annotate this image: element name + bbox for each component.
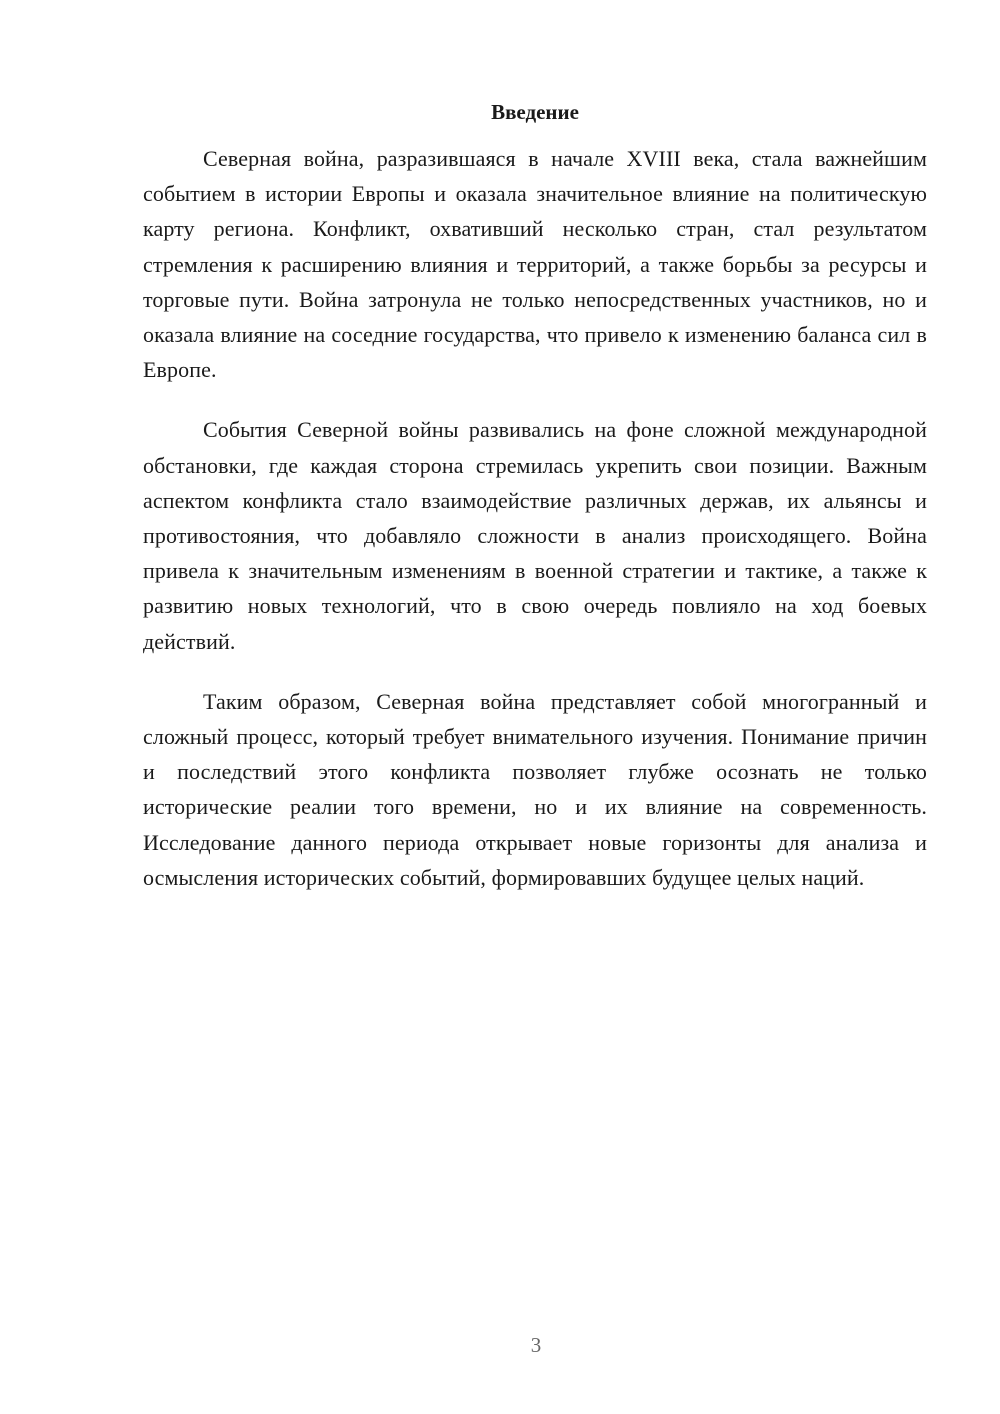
section-title: Введение — [491, 100, 579, 124]
page-content — [143, 95, 927, 920]
page-number: 3 — [530, 1333, 542, 1357]
paragraph-2: События Северной войны развивались на фоне сложной международной обстановки, где каждая сторона стремилась укрепить свои позиции. Важным аспектом конфликта стало взаимодействие различных держав, их альянсы и противостояния, что добавляло сложности в анализ происходящего. Война привела к значительным изменениям в военной стратегии и тактике, а также к развитию новых технологий, что в свою очередь повлияло на ход боевых действий. — [143, 417, 927, 654]
paragraph-3: Таким образом, Северная война представляет собой многогранный и сложный процесс, который требует внимательного изучения. Понимание причин и последствий этого конфликта позволяет глубже осознать не только исторические реалии того времени, но и их влияние на современность. Исследование данного периода открывает новые горизонты для анализа и осмысления исторических событий, формировавших будущее целых наций. — [143, 688, 927, 890]
paragraph-1: Северная война, разразившаяся в начале XVIII века, стала важнейшим событием в истории Европы и оказала значительное влияние на политическую карту региона. Конфликт, охвативший несколько стран, стал результатом стремления к расширению влияния и территорий, а также борьбы за ресурсы и торговые пути. Война затронула не только непосредственных участников, но и оказала влияние на соседние государства, что привело к изменению баланса сил в Европе. — [143, 146, 927, 383]
